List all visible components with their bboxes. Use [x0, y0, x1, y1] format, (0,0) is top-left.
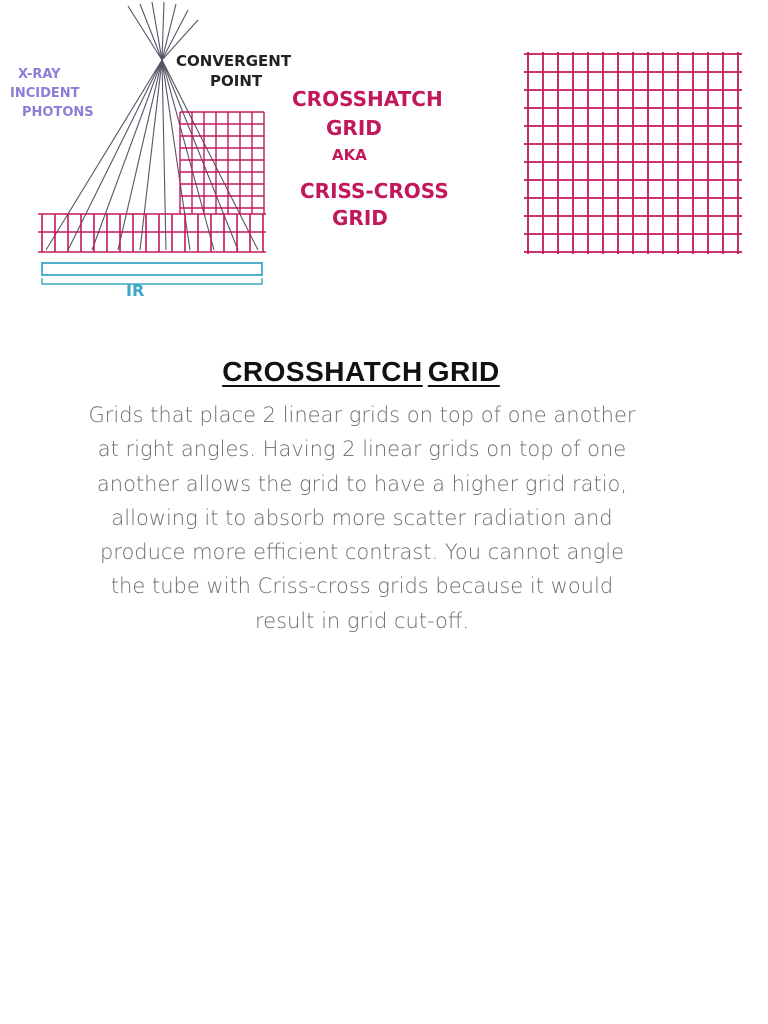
crosshatch-grid-diagram [0, 0, 480, 310]
body-paragraph: Grids that place 2 linear grids on top of one another at right angles. Having 2 linear grids on top of one another allows the grid to have a higher grid ratio, allowing it to absorb more scatter radiation and produce more efficient contrast. You cannot angle the tube with Criss-cross grids because it would result in grid cut-off. [88, 403, 636, 633]
crosshatch-label: CROSSHATCH [292, 87, 443, 111]
image-receptor-bar [42, 263, 262, 275]
xray-label: X-RAY [18, 67, 61, 82]
xray-line [162, 60, 166, 250]
grid-label-1: GRID [326, 116, 382, 140]
xray-line [118, 60, 162, 250]
square-grid-lines [524, 52, 742, 254]
xray-beam-lines [46, 2, 258, 250]
upper-grid-block [180, 112, 264, 214]
title-crosshatch: CROSSHATCH [222, 356, 423, 387]
crisscross-label: CRISS-CROSS [300, 179, 449, 203]
ir-label: IR [126, 281, 145, 300]
convergent-label: CONVERGENT [176, 52, 292, 70]
photons-label: PHOTONS [22, 105, 94, 120]
grid-label-2: GRID [332, 206, 388, 230]
xray-line [140, 4, 162, 60]
ir-bracket [42, 278, 262, 284]
crisscross-grid-square [520, 48, 750, 260]
lower-grid-band [38, 214, 266, 252]
page-title [0, 356, 722, 388]
incident-label: INCIDENT [10, 86, 80, 101]
title-grid: GRID [427, 356, 500, 387]
aka-label: AKA [332, 146, 367, 164]
xray-line [162, 60, 214, 250]
point-label: POINT [210, 72, 263, 90]
xray-line [68, 60, 162, 250]
